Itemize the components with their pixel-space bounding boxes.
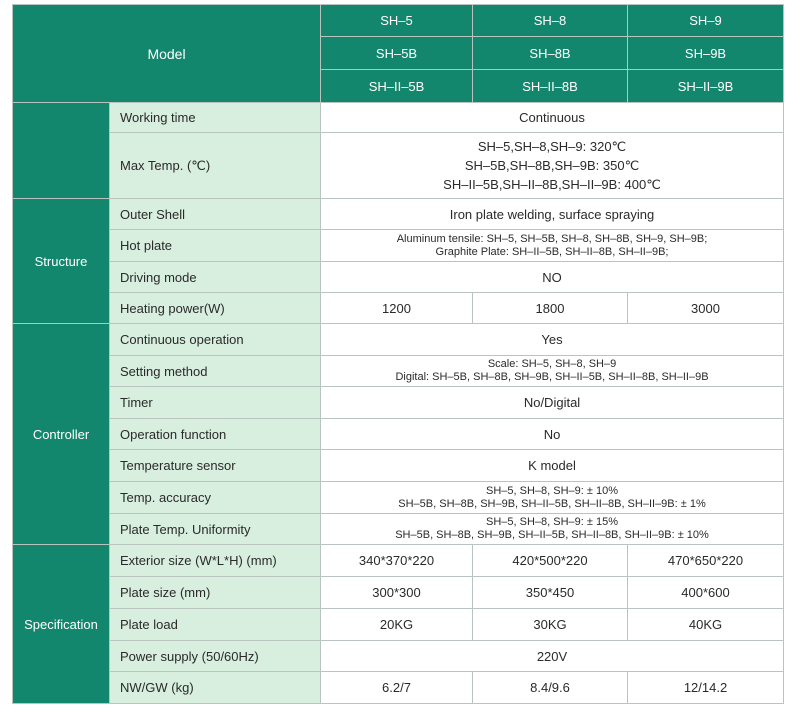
feature-value: 8.4/9.6 <box>473 672 628 704</box>
value-line: Graphite Plate: SH–II–5B, SH–II–8B, SH–II–9B; <box>435 245 669 258</box>
feature-value: 1800 <box>473 293 628 324</box>
model-name: SH–II–5B <box>321 70 473 103</box>
feature-value: Yes <box>321 324 784 356</box>
feature-value: 40KG <box>628 609 784 641</box>
feature-label: Temperature sensor <box>110 450 321 482</box>
value-line: SH–5B, SH–8B, SH–9B, SH–II–5B, SH–II–8B, SH–II–9B: ± 1% <box>398 497 706 510</box>
value-line: SH–5B,SH–8B,SH–9B: 350℃ <box>464 158 640 173</box>
feature-label: Outer Shell <box>110 199 321 230</box>
feature-label: Operation function <box>110 419 321 450</box>
value-line: SH–II–5B,SH–II–8B,SH–II–9B: 400℃ <box>443 177 661 192</box>
model-name: SH–5 <box>321 5 473 37</box>
feature-label: Plate load <box>110 609 321 641</box>
feature-value: Iron plate welding, surface spraying <box>321 199 784 230</box>
table-row <box>13 577 784 609</box>
model-header-label: Model <box>13 5 321 103</box>
value-line: Aluminum tensile: SH–5, SH–5B, SH–8, SH–8B, SH–9, SH–9B; <box>396 232 708 245</box>
table-row <box>13 103 784 133</box>
feature-label: Exterior size (W*L*H) (mm) <box>110 545 321 577</box>
table-row <box>13 482 784 514</box>
feature-value: 400*600 <box>628 577 784 609</box>
feature-value: 420*500*220 <box>473 545 628 577</box>
model-name: SH–II–8B <box>473 70 628 103</box>
feature-value: 20KG <box>321 609 473 641</box>
feature-label: Temp. accuracy <box>110 482 321 514</box>
feature-value: 12/14.2 <box>628 672 784 704</box>
model-name: SH–8B <box>473 37 628 70</box>
table-row <box>13 641 784 672</box>
model-name: SH–5B <box>321 37 473 70</box>
feature-value: Continuous <box>321 103 784 133</box>
feature-value: 340*370*220 <box>321 545 473 577</box>
table-row <box>13 356 784 387</box>
value-line: SH–5, SH–8, SH–9: ± 15% <box>486 516 619 528</box>
feature-value <box>321 356 784 387</box>
feature-label: Working time <box>110 103 321 133</box>
table-row <box>13 545 784 577</box>
model-name: SH–9 <box>628 5 784 37</box>
table-row <box>13 133 784 199</box>
feature-label: Heating power(W) <box>110 293 321 324</box>
model-name: SH–9B <box>628 37 784 70</box>
feature-label: Hot plate <box>110 230 321 262</box>
table-row <box>13 293 784 324</box>
category-structure: Structure <box>13 199 110 324</box>
feature-value: 220V <box>321 641 784 672</box>
model-name: SH–II–9B <box>628 70 784 103</box>
feature-label: Driving mode <box>110 262 321 293</box>
feature-value <box>321 514 784 545</box>
feature-label: Continuous operation <box>110 324 321 356</box>
feature-label: Plate Temp. Uniformity <box>110 514 321 545</box>
feature-label: Power supply (50/60Hz) <box>110 641 321 672</box>
table-row <box>13 387 784 419</box>
spec-table-container <box>12 4 783 704</box>
table-row <box>13 609 784 641</box>
feature-value: 30KG <box>473 609 628 641</box>
value-line: SH–5B, SH–8B, SH–9B, SH–II–5B, SH–II–8B, SH–II–9B: ± 10% <box>395 529 709 541</box>
feature-value: NO <box>321 262 784 293</box>
value-line: Scale: SH–5, SH–8, SH–9 <box>487 358 617 370</box>
table-row <box>13 450 784 482</box>
table-row <box>13 514 784 545</box>
table-row <box>13 262 784 293</box>
feature-label: Plate size (mm) <box>110 577 321 609</box>
category-cell-empty <box>13 103 110 199</box>
feature-value: No/Digital <box>321 387 784 419</box>
spec-table <box>12 4 784 704</box>
feature-label: Timer <box>110 387 321 419</box>
model-name: SH–8 <box>473 5 628 37</box>
category-controller: Controller <box>13 324 110 545</box>
table-row <box>13 324 784 356</box>
feature-value <box>321 133 784 199</box>
feature-value: 350*450 <box>473 577 628 609</box>
feature-value: 3000 <box>628 293 784 324</box>
feature-label: Setting method <box>110 356 321 387</box>
feature-label: Max Temp. (℃) <box>110 133 321 199</box>
table-row <box>13 419 784 450</box>
feature-value: 1200 <box>321 293 473 324</box>
value-line: SH–5,SH–8,SH–9: 320℃ <box>477 139 627 154</box>
feature-value: 6.2/7 <box>321 672 473 704</box>
table-row <box>13 672 784 704</box>
table-row <box>13 199 784 230</box>
value-line: Digital: SH–5B, SH–8B, SH–9B, SH–II–5B, SH–II–8B, SH–II–9B <box>395 371 709 383</box>
category-specification: Specification <box>13 545 110 704</box>
feature-label: NW/GW (kg) <box>110 672 321 704</box>
table-row <box>13 230 784 262</box>
feature-value <box>321 230 784 262</box>
feature-value: K model <box>321 450 784 482</box>
feature-value: 470*650*220 <box>628 545 784 577</box>
feature-value: No <box>321 419 784 450</box>
feature-value: 300*300 <box>321 577 473 609</box>
feature-value <box>321 482 784 514</box>
value-line: SH–5, SH–8, SH–9: ± 10% <box>486 484 619 497</box>
header-row-1 <box>13 5 784 37</box>
